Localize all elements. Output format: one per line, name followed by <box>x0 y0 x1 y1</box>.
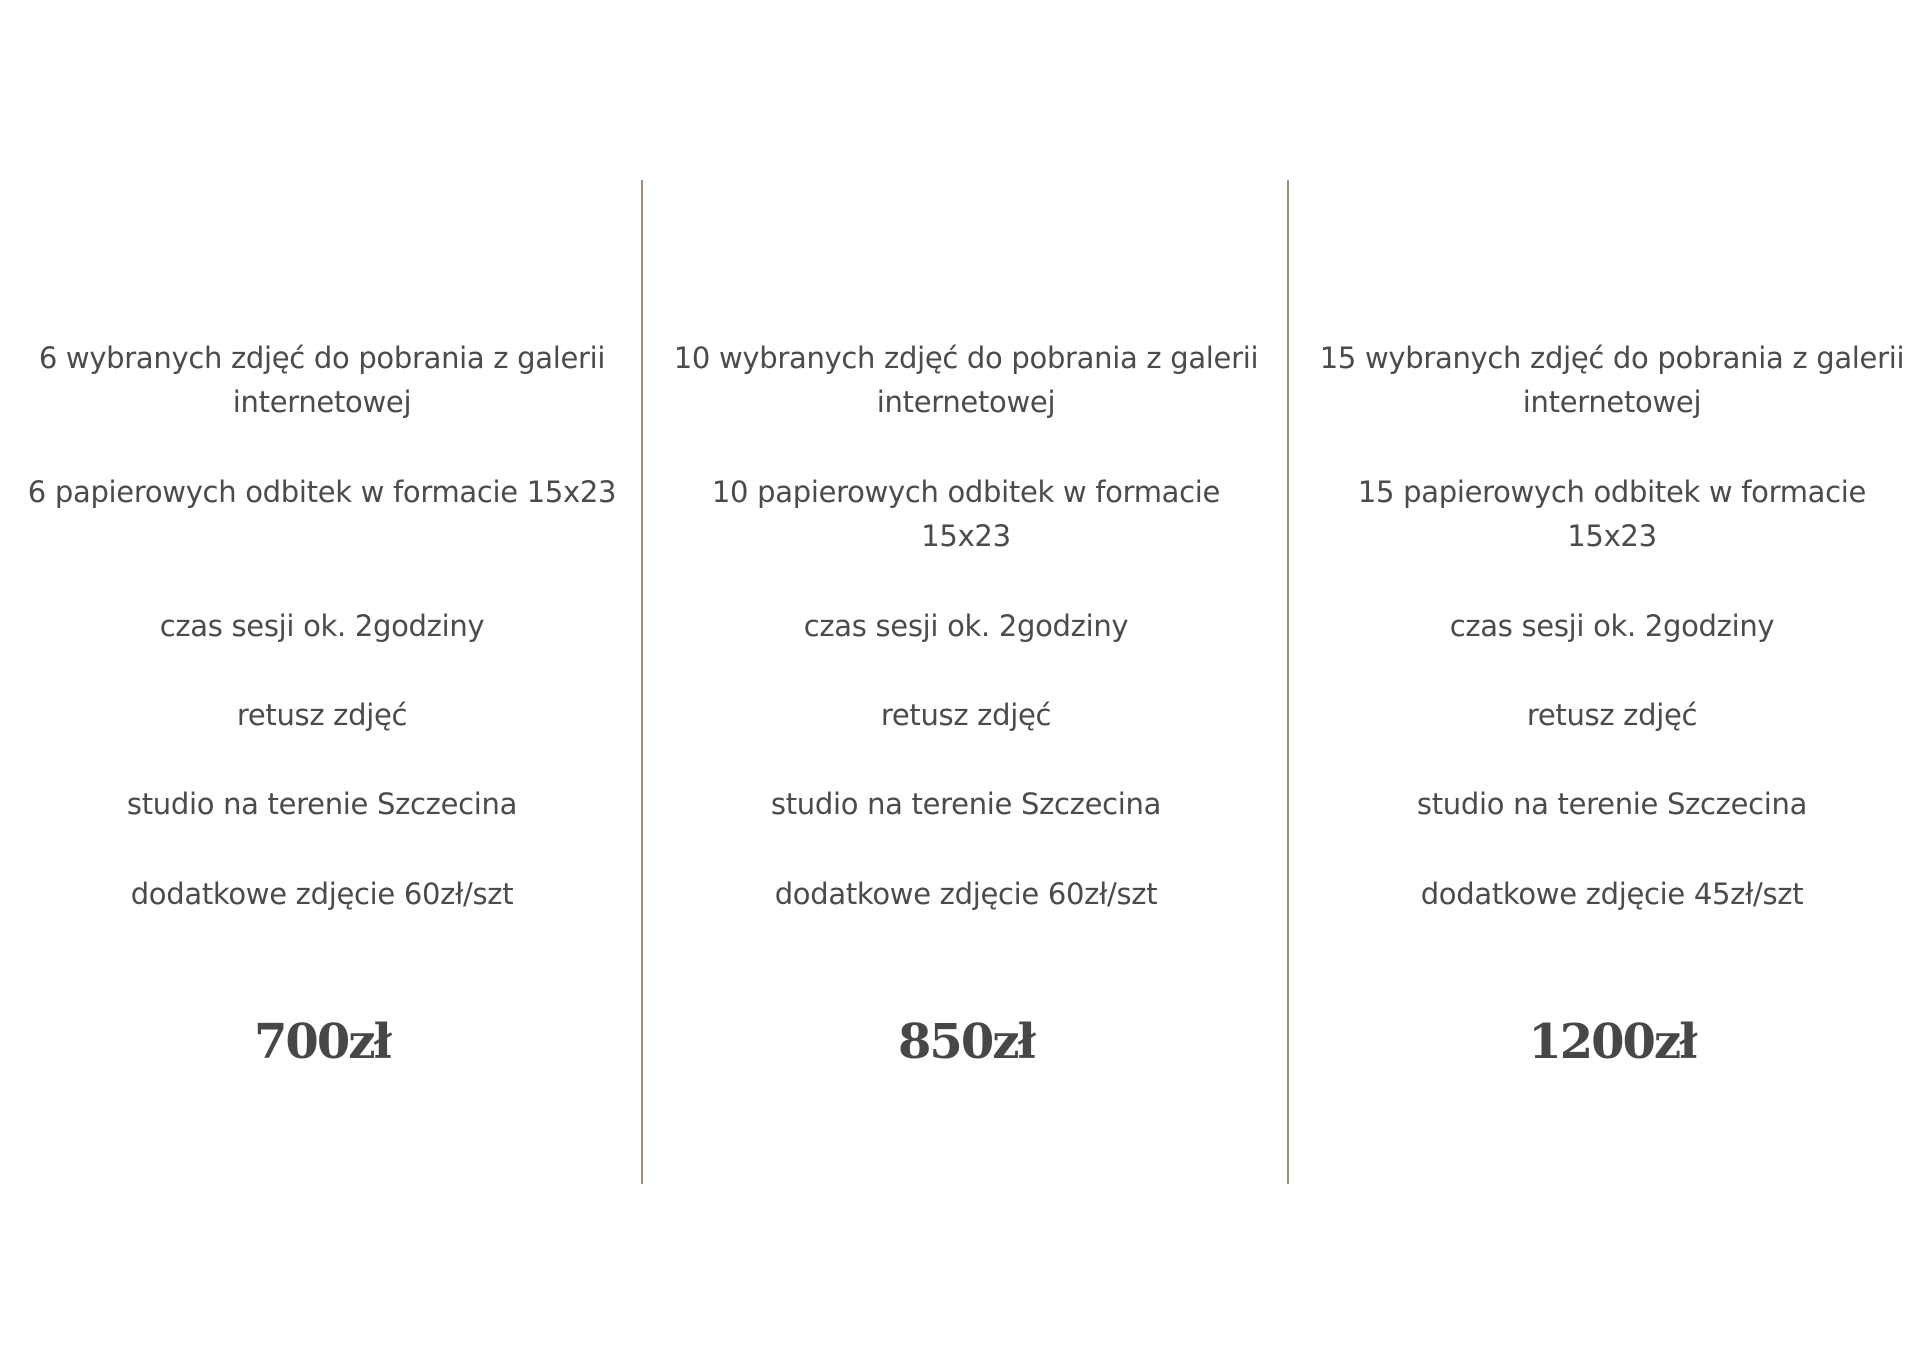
package-price: 700zł <box>254 1014 390 1070</box>
feature-downloads: 10 wybranych zdjęć do pobrania z galerii internetowej <box>673 341 1259 419</box>
feature-session-time: czas sesji ok. 2godziny <box>159 609 485 643</box>
package-price: 1200zł <box>1528 1014 1696 1070</box>
feature-prints: 10 papierowych odbitek w formacie 15x23 <box>711 475 1221 553</box>
feature-session-time: czas sesji ok. 2godziny <box>1449 609 1775 643</box>
feature-session-time: czas sesji ok. 2godziny <box>803 609 1129 643</box>
feature-downloads: 6 wybranych zdjęć do pobrania z galerii internetowej <box>38 341 606 419</box>
feature-studio: studio na terenie Szczecina <box>1416 787 1808 821</box>
feature-studio: studio na terenie Szczecina <box>126 787 518 821</box>
column-divider <box>1287 180 1289 1184</box>
feature-downloads: 15 wybranych zdjęć do pobrania z galerii internetowej <box>1319 341 1905 419</box>
package-price: 850zł <box>898 1014 1034 1070</box>
feature-extra-photo: dodatkowe zdjęcie 45zł/szt <box>1420 877 1804 911</box>
feature-prints: 15 papierowych odbitek w formacie 15x23 <box>1357 475 1867 553</box>
feature-extra-photo: dodatkowe zdjęcie 60zł/szt <box>774 877 1158 911</box>
feature-retouch: retusz zdjęć <box>236 698 408 732</box>
feature-studio: studio na terenie Szczecina <box>770 787 1162 821</box>
feature-retouch: retusz zdjęć <box>1526 698 1698 732</box>
feature-prints: 6 papierowych odbitek w formacie 15x23 <box>27 475 617 509</box>
feature-extra-photo: dodatkowe zdjęcie 60zł/szt <box>130 877 514 911</box>
feature-retouch: retusz zdjęć <box>880 698 1052 732</box>
column-divider <box>641 180 643 1184</box>
